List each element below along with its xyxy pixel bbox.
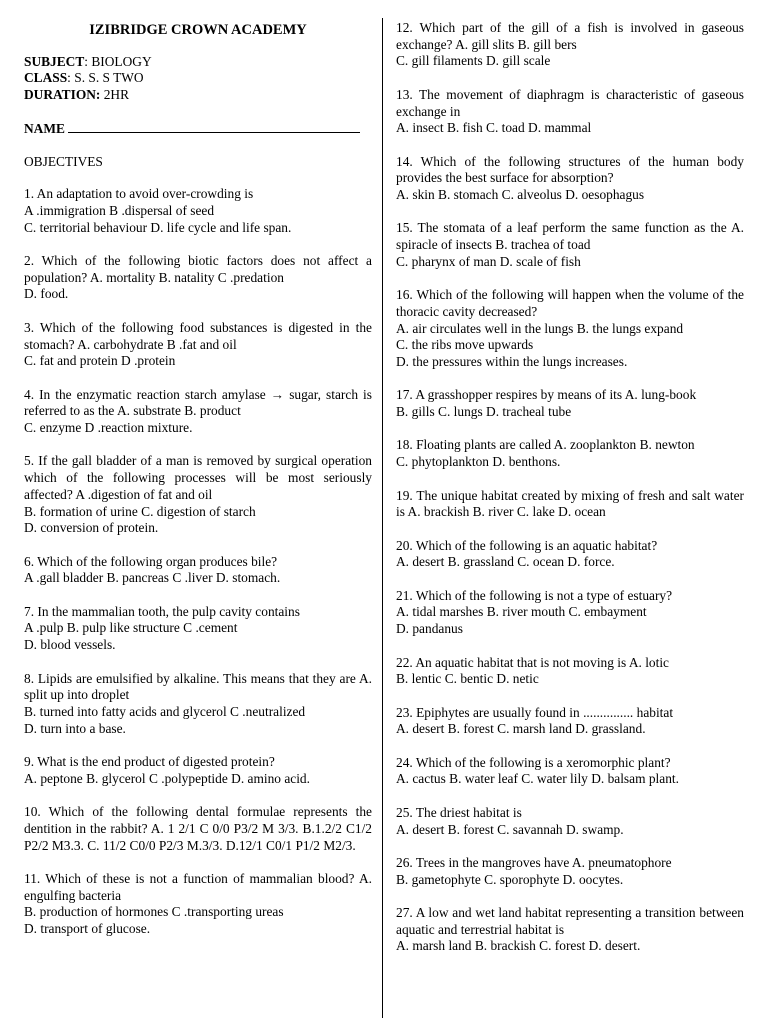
question-options: A. peptone B. glycerol C .polypeptide D. amino acid. — [24, 770, 310, 786]
question-options: C. gill filaments D. gill scale — [396, 53, 551, 69]
question-stem: 24. Which of the following is a xeromorphic plant? — [396, 754, 671, 770]
question-stem: 25. The driest habitat is — [396, 804, 522, 820]
question-options: A. insect B. fish C. toad D. mammal — [396, 120, 592, 136]
class-separator: : — [67, 70, 75, 86]
left-question-list — [24, 186, 372, 937]
question-options: C. pharynx of man D. scale of fish — [396, 253, 581, 269]
question-stem: 7. In the mammalian tooth, the pulp cavity contains — [24, 603, 300, 619]
question-options: A. skin B. stomach C. alveolus D. oesophagus — [396, 187, 645, 202]
right-question-list — [396, 20, 744, 955]
question-item — [396, 87, 744, 137]
question-stem: 9. What is the end product of digested protein? — [24, 754, 275, 769]
question-stem: 11. Which of these is not a function of mammalian blood? A. engulfing bacteria — [24, 870, 372, 903]
question-item — [396, 387, 744, 420]
question-stem: 5. If the gall bladder of a man is removed by surgical operation which of the following processes will be most seriously affected? A .digestion of fat and oil — [24, 453, 372, 502]
question-stem: 14. Which of the following structures of the human body provides the best surface for absorption? — [396, 153, 744, 186]
question-stem: 22. An aquatic habitat that is not moving is A. lotic — [396, 654, 669, 670]
duration-value: 2HR — [100, 87, 130, 103]
class-value: S. S. S TWO — [74, 70, 144, 86]
question-options: C. territorial behaviour D. life cycle and life span. — [24, 219, 292, 235]
question-stem: 4. In the enzymatic reaction starch amylase → sugar, starch is referred to as the A. substrate B. product — [24, 386, 372, 419]
question-item — [396, 588, 744, 638]
question-item — [396, 437, 744, 470]
question-item — [396, 755, 744, 788]
class-line — [24, 70, 372, 87]
question-options: D. food. — [24, 286, 69, 302]
left-column — [24, 20, 372, 954]
question-item — [24, 804, 372, 854]
question-options: C. fat and protein D .protein — [24, 353, 176, 369]
question-stem: 16. Which of the following will happen when the volume of the thoracic cavity decreased? — [396, 287, 744, 319]
school-title: IZIBRIDGE CROWN ACADEMY — [89, 22, 307, 38]
subject-label: SUBJECT — [24, 53, 85, 69]
question-item — [396, 220, 744, 270]
question-options: B. formation of urine C. digestion of starch — [24, 503, 256, 519]
question-stem: 15. The stomata of a leaf perform the same function as the A. spiracle of insects B. trachea of toad — [396, 220, 744, 253]
question-stem: 12. Which part of the gill of a fish is involved in gaseous exchange? A. gill slits B. gill bers — [396, 20, 744, 52]
question-stem: 21. Which of the following is not a type of estuary? — [396, 587, 673, 603]
question-item — [24, 604, 372, 654]
question-options: B. gametophyte C. sporophyte D. oocytes. — [396, 871, 624, 887]
question-stem: 27. A low and wet land habitat representing a transition between aquatic and terrestrial habitat is — [396, 905, 744, 937]
question-item — [396, 705, 744, 738]
question-stem: 23. Epiphytes are usually found in ............... habitat — [396, 704, 674, 720]
class-label: CLASS — [24, 70, 68, 86]
right-column — [396, 20, 744, 972]
question-options: B. turned into fatty acids and glycerol C .neutralized — [24, 703, 306, 719]
question-options: A. desert B. grassland C. ocean D. force. — [396, 554, 615, 570]
question-item — [396, 855, 744, 888]
question-stem: 8. Lipids are emulsified by alkaline. This means that they are A. split up into droplet — [24, 670, 372, 703]
column-divider — [382, 18, 383, 1018]
question-options: D. conversion of protein. — [24, 520, 159, 536]
question-options: D. pandanus — [396, 621, 463, 637]
duration-label: DURATION: — [24, 87, 101, 103]
question-stem: 13. The movement of diaphragm is characteristic of gaseous exchange in — [396, 86, 744, 119]
question-options: A .gall bladder B. pancreas C .liver D. stomach. — [24, 570, 281, 586]
subject-value: BIOLOGY — [91, 53, 152, 69]
question-options: A. desert B. forest C. savannah D. swamp. — [396, 821, 624, 837]
question-options: C. the ribs move upwards — [396, 337, 534, 353]
question-stem: 19. The unique habitat created by mixing of fresh and salt water is A. brackish B. river C. lake D. ocean — [396, 487, 744, 520]
question-options: A .immigration B .dispersal of seed — [24, 202, 215, 218]
question-options: B. production of hormones C .transporting ureas — [24, 904, 284, 920]
question-options: D. transport of glucose. — [24, 921, 151, 936]
question-item — [396, 20, 744, 70]
question-item — [24, 453, 372, 537]
subject-separator: : — [84, 53, 92, 69]
question-item — [396, 805, 744, 838]
section-label: OBJECTIVES — [24, 153, 103, 169]
question-stem: 6. Which of the following organ produces bile? — [24, 553, 278, 569]
question-options: A. air circulates well in the lungs B. the lungs expand — [396, 320, 684, 336]
question-options: B. gills C. lungs D. tracheal tube — [396, 404, 572, 420]
duration-line — [24, 87, 372, 104]
name-field — [24, 120, 372, 138]
question-options: A. marsh land B. brackish C. forest D. desert. — [396, 938, 641, 954]
question-stem: 3. Which of the following food substances is digested in the stomach? A. carbohydrate B .fat and oil — [24, 319, 372, 352]
question-item — [24, 754, 372, 787]
question-options: D. turn into a base. — [24, 720, 126, 736]
name-label: NAME — [24, 120, 69, 136]
question-item — [396, 154, 744, 204]
question-item — [396, 538, 744, 571]
question-item — [24, 186, 372, 236]
question-item — [396, 655, 744, 688]
question-item — [24, 387, 372, 437]
question-item — [24, 554, 372, 587]
question-item — [24, 253, 372, 303]
question-options: A. cactus B. water leaf C. water lily D. balsam plant. — [396, 771, 679, 787]
question-item — [24, 871, 372, 938]
question-stem: 18. Floating plants are called A. zooplankton B. newton — [396, 437, 695, 453]
question-options: A. tidal marshes B. river mouth C. embayment — [396, 604, 647, 620]
question-stem: 17. A grasshopper respires by means of its A. lung-book — [396, 387, 697, 403]
question-stem: 2. Which of the following biotic factors does not affect a population? A. mortality B. natality C .predation — [24, 253, 372, 285]
question-item — [24, 320, 372, 370]
question-options: C. phytoplankton D. benthons. — [396, 454, 561, 470]
subject-line — [24, 54, 372, 71]
question-item — [396, 488, 744, 521]
question-item — [24, 671, 372, 738]
question-options: A .pulp B. pulp like structure C .cement — [24, 620, 238, 636]
question-options: D. blood vessels. — [24, 637, 116, 653]
name-blank[interactable] — [68, 120, 360, 133]
question-options: D. the pressures within the lungs increases. — [396, 354, 628, 369]
question-item — [396, 905, 744, 955]
question-item — [396, 287, 744, 371]
question-stem: 1. An adaptation to avoid over-crowding is — [24, 186, 254, 202]
question-options: B. lentic C. bentic D. netic — [396, 671, 539, 687]
question-options: C. enzyme D .reaction mixture. — [24, 420, 193, 436]
question-stem: 26. Trees in the mangroves have A. pneumatophore — [396, 854, 672, 870]
question-options: A. desert B. forest C. marsh land D. grassland. — [396, 721, 646, 737]
question-stem: 20. Which of the following is an aquatic habitat? — [396, 537, 658, 553]
question-stem: 10. Which of the following dental formulae represents the dentition in the rabbit? A. 1 2/1 C 0/0 P3/2 M 3/3. B.1.2/2 C1/2 P2/2 M3.3. C. 11/2 C0/0 P2/3 M.3/3. D.12/1 C0/1 P1/2 M2/3. — [24, 804, 372, 853]
